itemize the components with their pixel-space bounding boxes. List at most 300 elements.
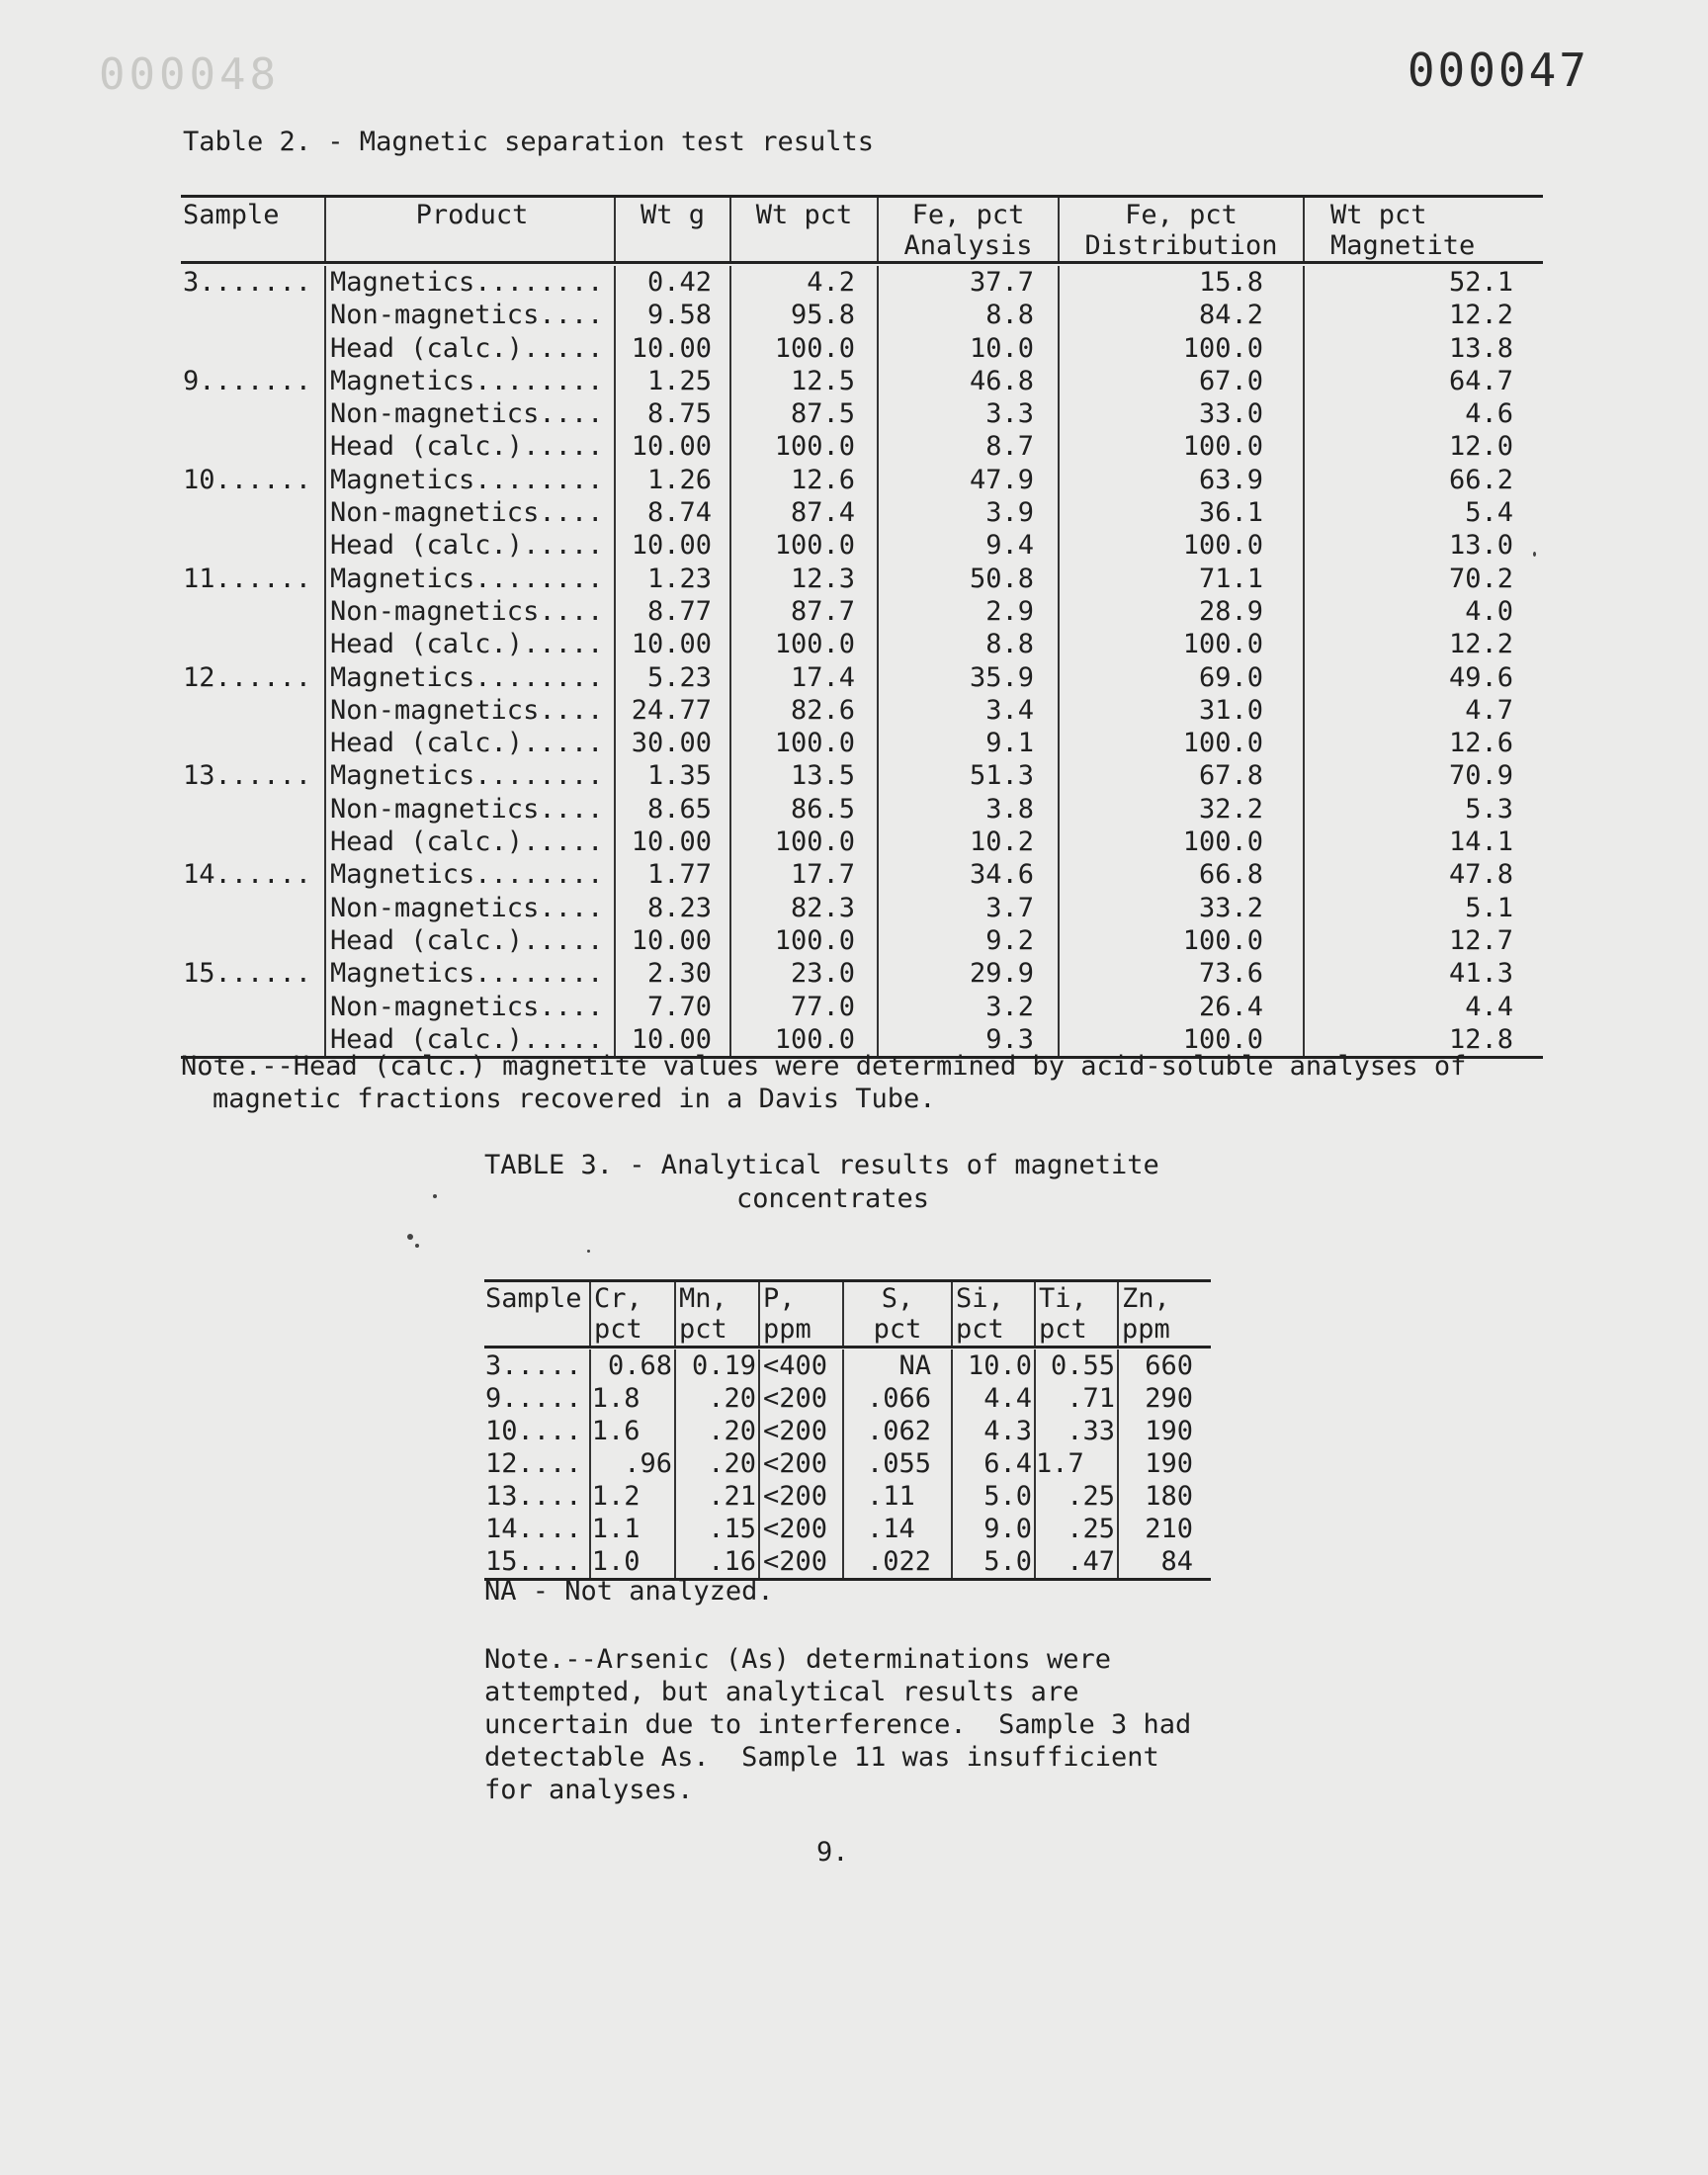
cell-zn: 210: [1117, 1513, 1211, 1545]
cell-fe-analysis: 51.3: [877, 759, 1058, 792]
cell-sample: 15....: [485, 1546, 582, 1577]
cell-wt-pct: 100.0: [729, 430, 877, 463]
cell-si: 9.0: [951, 1513, 1034, 1545]
cell-fe-distribution: 36.1: [1058, 496, 1303, 529]
cell-wt-magnetite: 5.1: [1303, 892, 1543, 924]
cell-product: Head (calc.).....: [324, 924, 614, 957]
table3-note-line: attempted, but analytical results are: [484, 1677, 1079, 1707]
cell-mn: .16: [674, 1545, 758, 1578]
cell-fe-distribution: 32.2: [1058, 793, 1303, 826]
cell-product: Head (calc.).....: [324, 727, 614, 759]
header-cr: [589, 1282, 674, 1346]
cell-product: Non-magnetics....: [324, 694, 614, 727]
cell-product: Magnetics........: [324, 759, 614, 792]
header-text: Distribution: [1084, 230, 1278, 261]
cell-wt-magnetite: 64.7: [1303, 365, 1543, 397]
cell-sample: 10......: [183, 464, 312, 495]
header-p-line1: P,: [763, 1283, 796, 1314]
cell-ti: .25: [1034, 1513, 1117, 1545]
cell-fe-analysis: 3.9: [877, 496, 1058, 529]
cell-wt-pct: 87.7: [729, 595, 877, 628]
table-row: [181, 365, 1543, 397]
table2-note-line1: Note.--Head (calc.) magnetite values were determined by acid-soluble analyses of: [181, 1051, 1467, 1082]
cell-si: 10.0: [951, 1349, 1034, 1382]
cell-wt-pct: 23.0: [729, 957, 877, 990]
cell-fe-analysis: 3.8: [877, 793, 1058, 826]
cell-wt-pct: 100.0: [729, 826, 877, 858]
header-text: Analysis: [903, 230, 1033, 261]
table-row: [484, 1447, 1211, 1480]
cell-sample: 12....: [485, 1448, 582, 1479]
cell-wt-magnetite: 12.2: [1303, 299, 1543, 331]
cell-wt-pct: 12.3: [729, 563, 877, 595]
table-row: [181, 924, 1543, 957]
cell-product: Non-magnetics....: [324, 793, 614, 826]
cell-sample: [181, 694, 324, 727]
cell-fe-analysis: 3.2: [877, 991, 1058, 1023]
cell-zn: 290: [1117, 1382, 1211, 1415]
table-row: [181, 661, 1543, 694]
cell-sample: [181, 793, 324, 826]
cell-p: <200: [758, 1513, 842, 1545]
table2-note-line2: magnetic fractions recovered in a Davis Tube.: [213, 1084, 936, 1114]
cell-s: .022: [842, 1545, 951, 1578]
cell-wt-pct: 100.0: [729, 924, 877, 957]
cell-sample: 14....: [485, 1514, 582, 1544]
cell-wt-pct: 100.0: [729, 529, 877, 562]
cell-wt-magnetite: 14.1: [1303, 826, 1543, 858]
header-text: [616, 230, 729, 261]
cell-fe-distribution: 33.0: [1058, 397, 1303, 430]
table-row: [181, 991, 1543, 1023]
table3-note-line: detectable As. Sample 11 was insufficient: [484, 1742, 1159, 1773]
cell-wt-g: 5.23: [614, 661, 729, 694]
cell-fe-distribution: 69.0: [1058, 661, 1303, 694]
cell-wt-g: 1.77: [614, 858, 729, 891]
table-row: [484, 1513, 1211, 1545]
table-row: [181, 694, 1543, 727]
cell-fe-analysis: 34.6: [877, 858, 1058, 891]
header-sample: [181, 198, 324, 261]
header-ti-line2: pct: [1039, 1314, 1087, 1345]
cell-fe-analysis: 50.8: [877, 563, 1058, 595]
cell-wt-pct: 12.5: [729, 365, 877, 397]
cell-wt-pct: 100.0: [729, 332, 877, 365]
header-text: [731, 230, 877, 261]
table3-note-line: for analyses.: [484, 1775, 694, 1805]
cell-sample: 3.......: [183, 267, 312, 298]
cell-product: Magnetics........: [324, 464, 614, 496]
cell-fe-distribution: 63.9: [1058, 464, 1303, 496]
cell-fe-distribution: 100.0: [1058, 1023, 1303, 1056]
table-row: [181, 595, 1543, 628]
table-row: [181, 266, 1543, 299]
cell-ti: 0.55: [1034, 1349, 1117, 1382]
cell-mn: .21: [674, 1480, 758, 1513]
cell-si: 6.4: [951, 1447, 1034, 1480]
cell-wt-g: 8.74: [614, 496, 729, 529]
cell-wt-pct: 87.5: [729, 397, 877, 430]
cell-sample: [181, 332, 324, 365]
header-cr-line2: pct: [594, 1314, 642, 1345]
cell-wt-pct: 87.4: [729, 496, 877, 529]
scan-speck: [407, 1234, 413, 1240]
cell-wt-magnetite: 70.9: [1303, 759, 1543, 792]
cell-fe-distribution: 100.0: [1058, 430, 1303, 463]
header-zn-line2: ppm: [1122, 1314, 1170, 1345]
cell-s: .11: [842, 1480, 951, 1513]
header-fe-analysis: [877, 198, 1058, 261]
cell-wt-magnetite: 4.6: [1303, 397, 1543, 430]
cell-si: 5.0: [951, 1545, 1034, 1578]
header-zn-line1: Zn,: [1122, 1283, 1170, 1314]
cell-s: .055: [842, 1447, 951, 1480]
cell-si: 5.0: [951, 1480, 1034, 1513]
cell-wt-pct: 12.6: [729, 464, 877, 496]
cell-wt-pct: 95.8: [729, 299, 877, 331]
cell-sample: [181, 595, 324, 628]
header-text: Fe, pct: [911, 200, 1025, 230]
cell-product: Head (calc.).....: [324, 628, 614, 660]
cell-cr: 1.2: [589, 1480, 674, 1513]
cell-wt-magnetite: 12.8: [1303, 1023, 1543, 1056]
cell-product: Magnetics........: [324, 661, 614, 694]
table3-title-line2: concentrates: [736, 1183, 930, 1214]
cell-sample: [181, 727, 324, 759]
cell-fe-analysis: 47.9: [877, 464, 1058, 496]
cell-product: Head (calc.).....: [324, 529, 614, 562]
cell-product: Magnetics........: [324, 365, 614, 397]
cell-wt-magnetite: 66.2: [1303, 464, 1543, 496]
cell-fe-analysis: 3.4: [877, 694, 1058, 727]
cell-fe-distribution: 26.4: [1058, 991, 1303, 1023]
cell-wt-g: 10.00: [614, 826, 729, 858]
table3-body: [484, 1348, 1211, 1578]
table-row: [484, 1415, 1211, 1447]
cell-product: Head (calc.).....: [324, 430, 614, 463]
header-si: [951, 1282, 1034, 1346]
cell-sample: [181, 529, 324, 562]
cell-wt-g: 8.23: [614, 892, 729, 924]
cell-fe-distribution: 31.0: [1058, 694, 1303, 727]
cell-sample: [181, 496, 324, 529]
cell-fe-distribution: 100.0: [1058, 727, 1303, 759]
cell-wt-magnetite: 4.0: [1303, 595, 1543, 628]
cell-ti: .47: [1034, 1545, 1117, 1578]
header-text: Sample: [183, 200, 280, 230]
cell-product: Non-magnetics....: [324, 299, 614, 331]
table-row: [484, 1480, 1211, 1513]
table2-note: [181, 1050, 1555, 1115]
cell-wt-magnetite: 13.0: [1303, 529, 1543, 562]
cell-wt-g: 8.77: [614, 595, 729, 628]
header-text: Fe, pct: [1125, 200, 1238, 230]
cell-s: NA: [842, 1349, 951, 1382]
cell-fe-analysis: 29.9: [877, 957, 1058, 990]
cell-wt-pct: 86.5: [729, 793, 877, 826]
table3-header-row: [484, 1282, 1211, 1348]
cell-mn: .20: [674, 1415, 758, 1447]
cell-wt-pct: 82.6: [729, 694, 877, 727]
header-text: Wt pct: [755, 200, 853, 230]
cell-mn: .15: [674, 1513, 758, 1545]
header-text: Wt pct: [1330, 200, 1427, 230]
cell-sample: 13......: [183, 760, 312, 792]
table-row: [181, 563, 1543, 595]
cell-wt-pct: 100.0: [729, 628, 877, 660]
table3-title: [484, 1149, 1236, 1216]
cell-fe-distribution: 67.0: [1058, 365, 1303, 397]
table2-body: [181, 264, 1543, 1056]
table-row: [181, 628, 1543, 660]
scan-speck: [415, 1244, 419, 1248]
header-text: [183, 230, 324, 261]
header-product: [324, 198, 614, 261]
cell-fe-analysis: 9.1: [877, 727, 1058, 759]
cell-wt-pct: 17.7: [729, 858, 877, 891]
cell-sample: 12......: [183, 661, 312, 693]
cell-fe-distribution: 84.2: [1058, 299, 1303, 331]
cell-wt-g: 7.70: [614, 991, 729, 1023]
cell-wt-g: 2.30: [614, 957, 729, 990]
cell-s: .14: [842, 1513, 951, 1545]
cell-fe-analysis: 9.4: [877, 529, 1058, 562]
page-number: 9.: [816, 1837, 849, 1868]
cell-wt-g: 0.42: [614, 266, 729, 299]
faded-page-number: 000048: [99, 49, 280, 100]
cell-wt-g: 10.00: [614, 1023, 729, 1056]
cell-cr: .96: [589, 1447, 674, 1480]
cell-product: Non-magnetics....: [324, 397, 614, 430]
cell-fe-distribution: 33.2: [1058, 892, 1303, 924]
table3-title-line1: TABLE 3. - Analytical results of magnetite: [484, 1150, 1159, 1180]
cell-cr: 1.8: [589, 1382, 674, 1415]
cell-fe-analysis: 10.2: [877, 826, 1058, 858]
cell-wt-g: 1.35: [614, 759, 729, 792]
table-row: [181, 892, 1543, 924]
cell-sample: [181, 397, 324, 430]
cell-sample: [181, 628, 324, 660]
table-row: [181, 957, 1543, 990]
cell-sample: 10....: [485, 1416, 582, 1446]
header-wt-pct: [729, 198, 877, 261]
header-s: [842, 1282, 951, 1346]
header-sample-line1: Sample: [485, 1283, 582, 1314]
cell-fe-distribution: 67.8: [1058, 759, 1303, 792]
cell-zn: 190: [1117, 1447, 1211, 1480]
cell-wt-magnetite: 5.3: [1303, 793, 1543, 826]
cell-ti: 1.7: [1036, 1448, 1117, 1479]
cell-wt-magnetite: 4.4: [1303, 991, 1543, 1023]
cell-wt-pct: 4.2: [729, 266, 877, 299]
table-row: [181, 759, 1543, 792]
cell-zn: 84: [1117, 1545, 1211, 1578]
cell-wt-g: 10.00: [614, 529, 729, 562]
header-si-line1: Si,: [956, 1283, 1004, 1314]
cell-zn: 180: [1117, 1480, 1211, 1513]
cell-p: <200: [758, 1447, 842, 1480]
cell-wt-g: 10.00: [614, 924, 729, 957]
table2-header-row: [181, 198, 1543, 264]
cell-cr: 1.6: [589, 1415, 674, 1447]
cell-p: <200: [758, 1382, 842, 1415]
cell-fe-distribution: 100.0: [1058, 529, 1303, 562]
cell-product: Non-magnetics....: [324, 496, 614, 529]
cell-wt-pct: 100.0: [729, 727, 877, 759]
cell-ti: .33: [1034, 1415, 1117, 1447]
cell-wt-g: 8.65: [614, 793, 729, 826]
cell-wt-magnetite: 5.4: [1303, 496, 1543, 529]
header-wt-g: [614, 198, 729, 261]
cell-fe-analysis: 3.3: [877, 397, 1058, 430]
table-row: [181, 496, 1543, 529]
cell-wt-g: 30.00: [614, 727, 729, 759]
header-ti: [1034, 1282, 1117, 1346]
table-row: [181, 299, 1543, 331]
header-sample: [484, 1282, 589, 1346]
cell-fe-distribution: 71.1: [1058, 563, 1303, 595]
table3-footnote: NA - Not analyzed.: [484, 1576, 774, 1607]
header-mn-line1: Mn,: [679, 1283, 727, 1314]
header-mn-line2: pct: [679, 1314, 727, 1345]
header-wt-magnetite: [1303, 198, 1543, 261]
cell-p: <400: [758, 1349, 842, 1382]
header-text: [330, 230, 614, 261]
cell-wt-g: 24.77: [614, 694, 729, 727]
page-id-number: 000047: [1407, 44, 1589, 97]
scan-speck: [433, 1194, 437, 1198]
cell-product: Head (calc.).....: [324, 1023, 614, 1056]
cell-fe-analysis: 9.2: [877, 924, 1058, 957]
cell-fe-analysis: 8.7: [877, 430, 1058, 463]
table-row: [181, 430, 1543, 463]
header-mn: [674, 1282, 758, 1346]
cell-zn: 190: [1117, 1415, 1211, 1447]
cell-cr: 0.68: [589, 1349, 674, 1382]
header-fe-distribution: [1058, 198, 1303, 261]
table3-note-line: Note.--Arsenic (As) determinations were: [484, 1644, 1111, 1675]
header-text: Product: [415, 200, 529, 230]
table-row: [181, 793, 1543, 826]
cell-fe-analysis: 9.3: [877, 1023, 1058, 1056]
cell-mn: .20: [674, 1447, 758, 1480]
header-sample-line2: [485, 1314, 589, 1345]
cell-p: <200: [758, 1480, 842, 1513]
cell-sample: 9.......: [183, 365, 312, 396]
header-cr-line1: Cr,: [594, 1283, 642, 1314]
cell-fe-analysis: 46.8: [877, 365, 1058, 397]
header-s-line1: S,: [881, 1283, 914, 1314]
cell-wt-g: 1.23: [614, 563, 729, 595]
cell-fe-analysis: 8.8: [877, 628, 1058, 660]
cell-sample: 14......: [183, 859, 312, 891]
cell-fe-distribution: 66.8: [1058, 858, 1303, 891]
cell-fe-distribution: 100.0: [1058, 924, 1303, 957]
cell-fe-analysis: 8.8: [877, 299, 1058, 331]
cell-sample: 9.....: [485, 1383, 582, 1414]
header-text: Magnetite: [1330, 230, 1476, 261]
cell-wt-g: 1.26: [614, 464, 729, 496]
cell-fe-distribution: 100.0: [1058, 826, 1303, 858]
cell-fe-distribution: 100.0: [1058, 628, 1303, 660]
table-row: [181, 529, 1543, 562]
cell-sample: [181, 991, 324, 1023]
cell-wt-pct: 77.0: [729, 991, 877, 1023]
cell-s: .066: [842, 1382, 951, 1415]
header-p: [758, 1282, 842, 1346]
cell-wt-magnetite: 4.7: [1303, 694, 1543, 727]
cell-sample: [181, 892, 324, 924]
cell-fe-analysis: 2.9: [877, 595, 1058, 628]
cell-wt-g: 10.00: [614, 628, 729, 660]
cell-product: Non-magnetics....: [324, 892, 614, 924]
cell-fe-analysis: 3.7: [877, 892, 1058, 924]
cell-fe-analysis: 37.7: [877, 266, 1058, 299]
cell-wt-g: 1.25: [614, 365, 729, 397]
cell-sample: [181, 826, 324, 858]
cell-product: Head (calc.).....: [324, 332, 614, 365]
cell-fe-distribution: 100.0: [1058, 332, 1303, 365]
cell-wt-magnetite: 47.8: [1303, 858, 1543, 891]
header-ti-line1: Ti,: [1039, 1283, 1087, 1314]
table-row: [181, 858, 1543, 891]
cell-mn: .20: [674, 1382, 758, 1415]
cell-sample: 13....: [485, 1481, 582, 1512]
table2: [181, 195, 1543, 1059]
cell-wt-magnetite: 13.8: [1303, 332, 1543, 365]
cell-sample: 11......: [183, 563, 312, 594]
scan-speck: [1533, 552, 1536, 557]
cell-product: Non-magnetics....: [324, 991, 614, 1023]
cell-product: Head (calc.).....: [324, 826, 614, 858]
cell-p: <200: [758, 1545, 842, 1578]
cell-wt-magnetite: 12.2: [1303, 628, 1543, 660]
cell-sample: [181, 430, 324, 463]
cell-wt-g: 10.00: [614, 430, 729, 463]
cell-fe-distribution: 15.8: [1058, 266, 1303, 299]
cell-sample: 15......: [183, 958, 312, 990]
cell-wt-g: 10.00: [614, 332, 729, 365]
cell-fe-analysis: 10.0: [877, 332, 1058, 365]
cell-fe-distribution: 28.9: [1058, 595, 1303, 628]
cell-ti: .25: [1034, 1480, 1117, 1513]
cell-p: <200: [758, 1415, 842, 1447]
header-s-line2: pct: [873, 1314, 922, 1345]
cell-zn: 660: [1117, 1349, 1211, 1382]
cell-cr: 1.1: [589, 1513, 674, 1545]
cell-wt-pct: 82.3: [729, 892, 877, 924]
header-p-line2: ppm: [763, 1314, 811, 1345]
cell-wt-g: 8.75: [614, 397, 729, 430]
cell-wt-magnetite: 12.6: [1303, 727, 1543, 759]
table-row: [484, 1545, 1211, 1578]
cell-sample: 3.....: [485, 1350, 582, 1381]
cell-fe-analysis: 35.9: [877, 661, 1058, 694]
header-zn: [1117, 1282, 1211, 1346]
cell-s: .062: [842, 1415, 951, 1447]
header-si-line2: pct: [956, 1314, 1004, 1345]
cell-fe-distribution: 73.6: [1058, 957, 1303, 990]
cell-product: Magnetics........: [324, 858, 614, 891]
cell-mn: 0.19: [674, 1349, 758, 1382]
cell-si: 4.4: [951, 1382, 1034, 1415]
cell-wt-pct: 17.4: [729, 661, 877, 694]
cell-product: Magnetics........: [324, 266, 614, 299]
scan-speck: [587, 1250, 590, 1253]
cell-cr: 1.0: [589, 1545, 674, 1578]
cell-wt-magnetite: 52.1: [1303, 266, 1543, 299]
cell-wt-magnetite: 49.6: [1303, 661, 1543, 694]
